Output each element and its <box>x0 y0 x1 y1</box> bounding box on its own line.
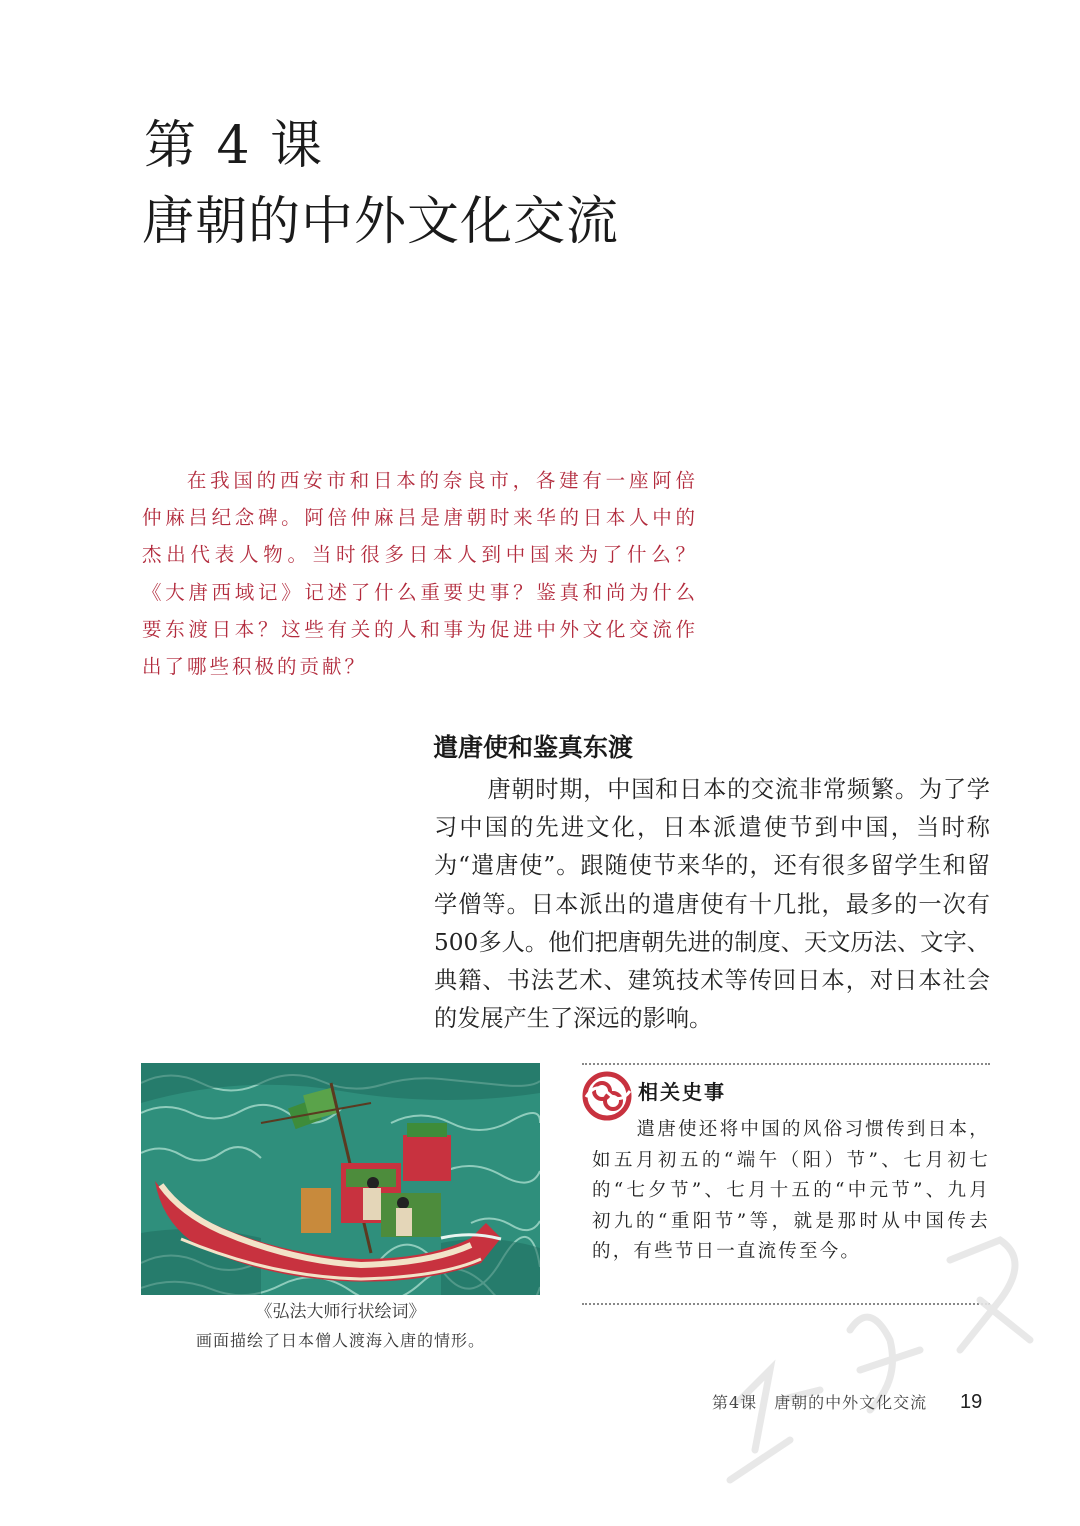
sidebar-heading: 相关史事 <box>638 1080 726 1104</box>
figure-title: 《弘法大师行状绘词》 <box>255 1302 426 1322</box>
painting-image <box>141 1063 540 1295</box>
page-number: 19 <box>960 1391 983 1413</box>
related-history-box <box>582 1063 990 1305</box>
figure-caption: 画面描绘了日本僧人渡海入唐的情形。 <box>195 1331 485 1350</box>
section-heading: 遣唐使和鉴真东渡 <box>433 733 634 762</box>
sidebar-text: 遣唐使还将中国的风俗习惯传到日本，如五月初五的“端午（阳）节”、七月初七的“七夕节”、七月十五的“中元节”、九月初九的“重阳节”等，就是那时从中国传去的，有些节日一直流传至今。 <box>592 1119 990 1262</box>
section-body: 唐朝时期，中国和日本的交流非常频繁。为了学习中国的先进文化，日本派遣使节到中国，当时称为“遣唐使”。跟随使节来华的，还有很多留学生和留学僧等。日本派出的遣唐使有十几批，最多的一次有500多人。他们把唐朝先进的制度、天文历法、文字、典籍、书法艺术、建筑技术等传回日本，对日本社会的发展产生了深远的影响。 <box>434 776 990 1033</box>
ship-painting-icon <box>141 1063 540 1295</box>
intro-paragraph: 在我国的西安市和日本的奈良市，各建有一座阿倍仲麻吕纪念碑。阿倍仲麻吕是唐朝时来华的日本人中的杰出代表人物。当时很多日本人到中国来为了什么？《大唐西域记》记述了什么重要史事？鉴真和尚为什么要东渡日本？这些有关的人和事为促进中外文化交流作出了哪些积极的贡献？ <box>142 469 698 679</box>
page-title: 唐朝的中外文化交流 <box>142 192 620 252</box>
lesson-number: 第 4 课 <box>144 116 325 176</box>
running-title: 第4课 唐朝的中外文化交流 <box>712 1393 928 1412</box>
related-history-icon <box>582 1071 636 1121</box>
